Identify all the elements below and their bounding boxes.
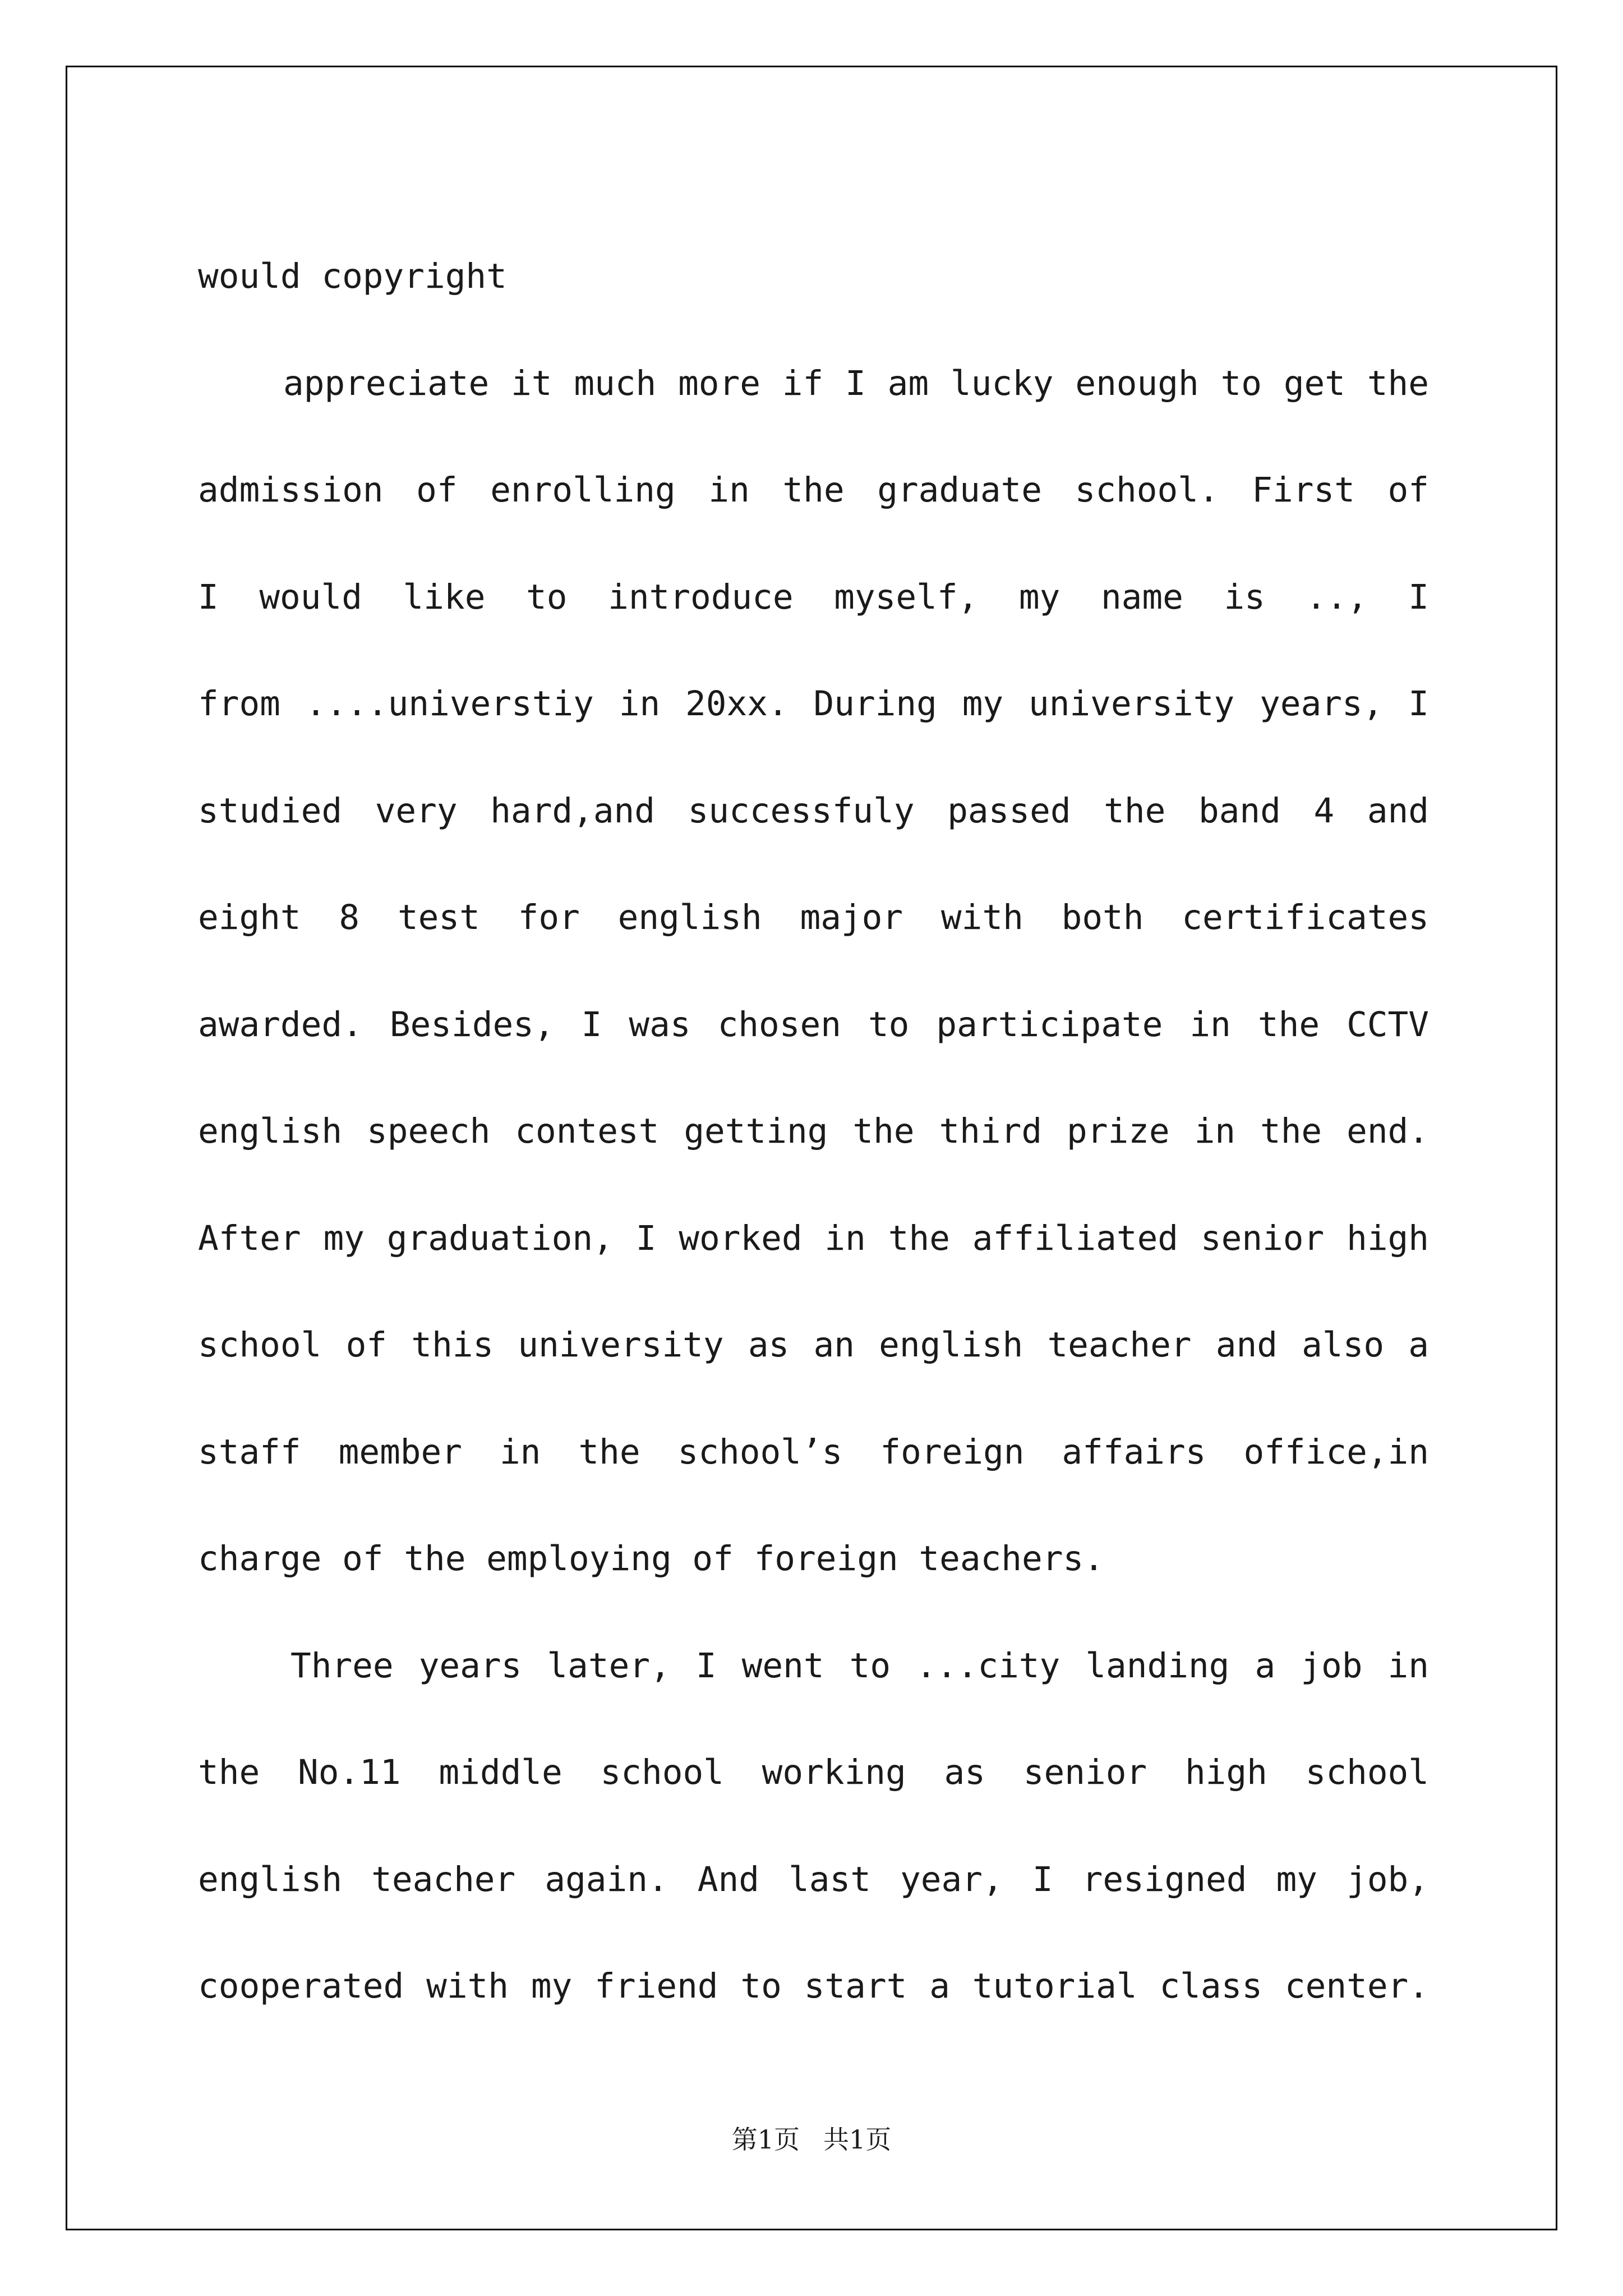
text-line: studied very hard,and successfuly passed the band 4 and (198, 790, 1429, 831)
text-line: awarded. Besides, I was chosen to participate in the CCTV (198, 1004, 1429, 1045)
text-line: After my graduation, I worked in the affiliated senior high (198, 1218, 1429, 1258)
text-line: the No.11 middle school working as senior high school (198, 1752, 1429, 1792)
text-line: charge of the employing of foreign teachers. (198, 1539, 1104, 1579)
text-line: eight 8 test for english major with both certificates (198, 898, 1429, 937)
text-line: school of this university as an english teacher and also a (198, 1325, 1429, 1365)
text-line: I would like to introduce myself, my name is .., I (198, 577, 1429, 617)
text-line: Three years later, I went to ...city landing a job in (291, 1645, 1429, 1686)
text-line: english speech contest getting the third prize in the end. (198, 1111, 1429, 1151)
document-body (198, 223, 1429, 2040)
page-number: 第1页 (731, 2124, 800, 2155)
text-line: would copyright (198, 256, 507, 296)
page-total: 共1页 (823, 2124, 892, 2155)
page-footer (0, 2119, 1623, 2156)
text-line: appreciate it much more if I am lucky enough to get the (283, 363, 1429, 403)
text-line: from ....universtiy in 20xx. During my university years, I (198, 684, 1429, 724)
text-line: cooperated with my friend to start a tutorial class center. (198, 1966, 1429, 2006)
text-line: staff member in the school’s foreign affairs office,in (198, 1432, 1429, 1472)
text-line: english teacher again. And last year, I resigned my job, (198, 1859, 1429, 1899)
text-line: admission of enrolling in the graduate school. First of (198, 470, 1429, 510)
